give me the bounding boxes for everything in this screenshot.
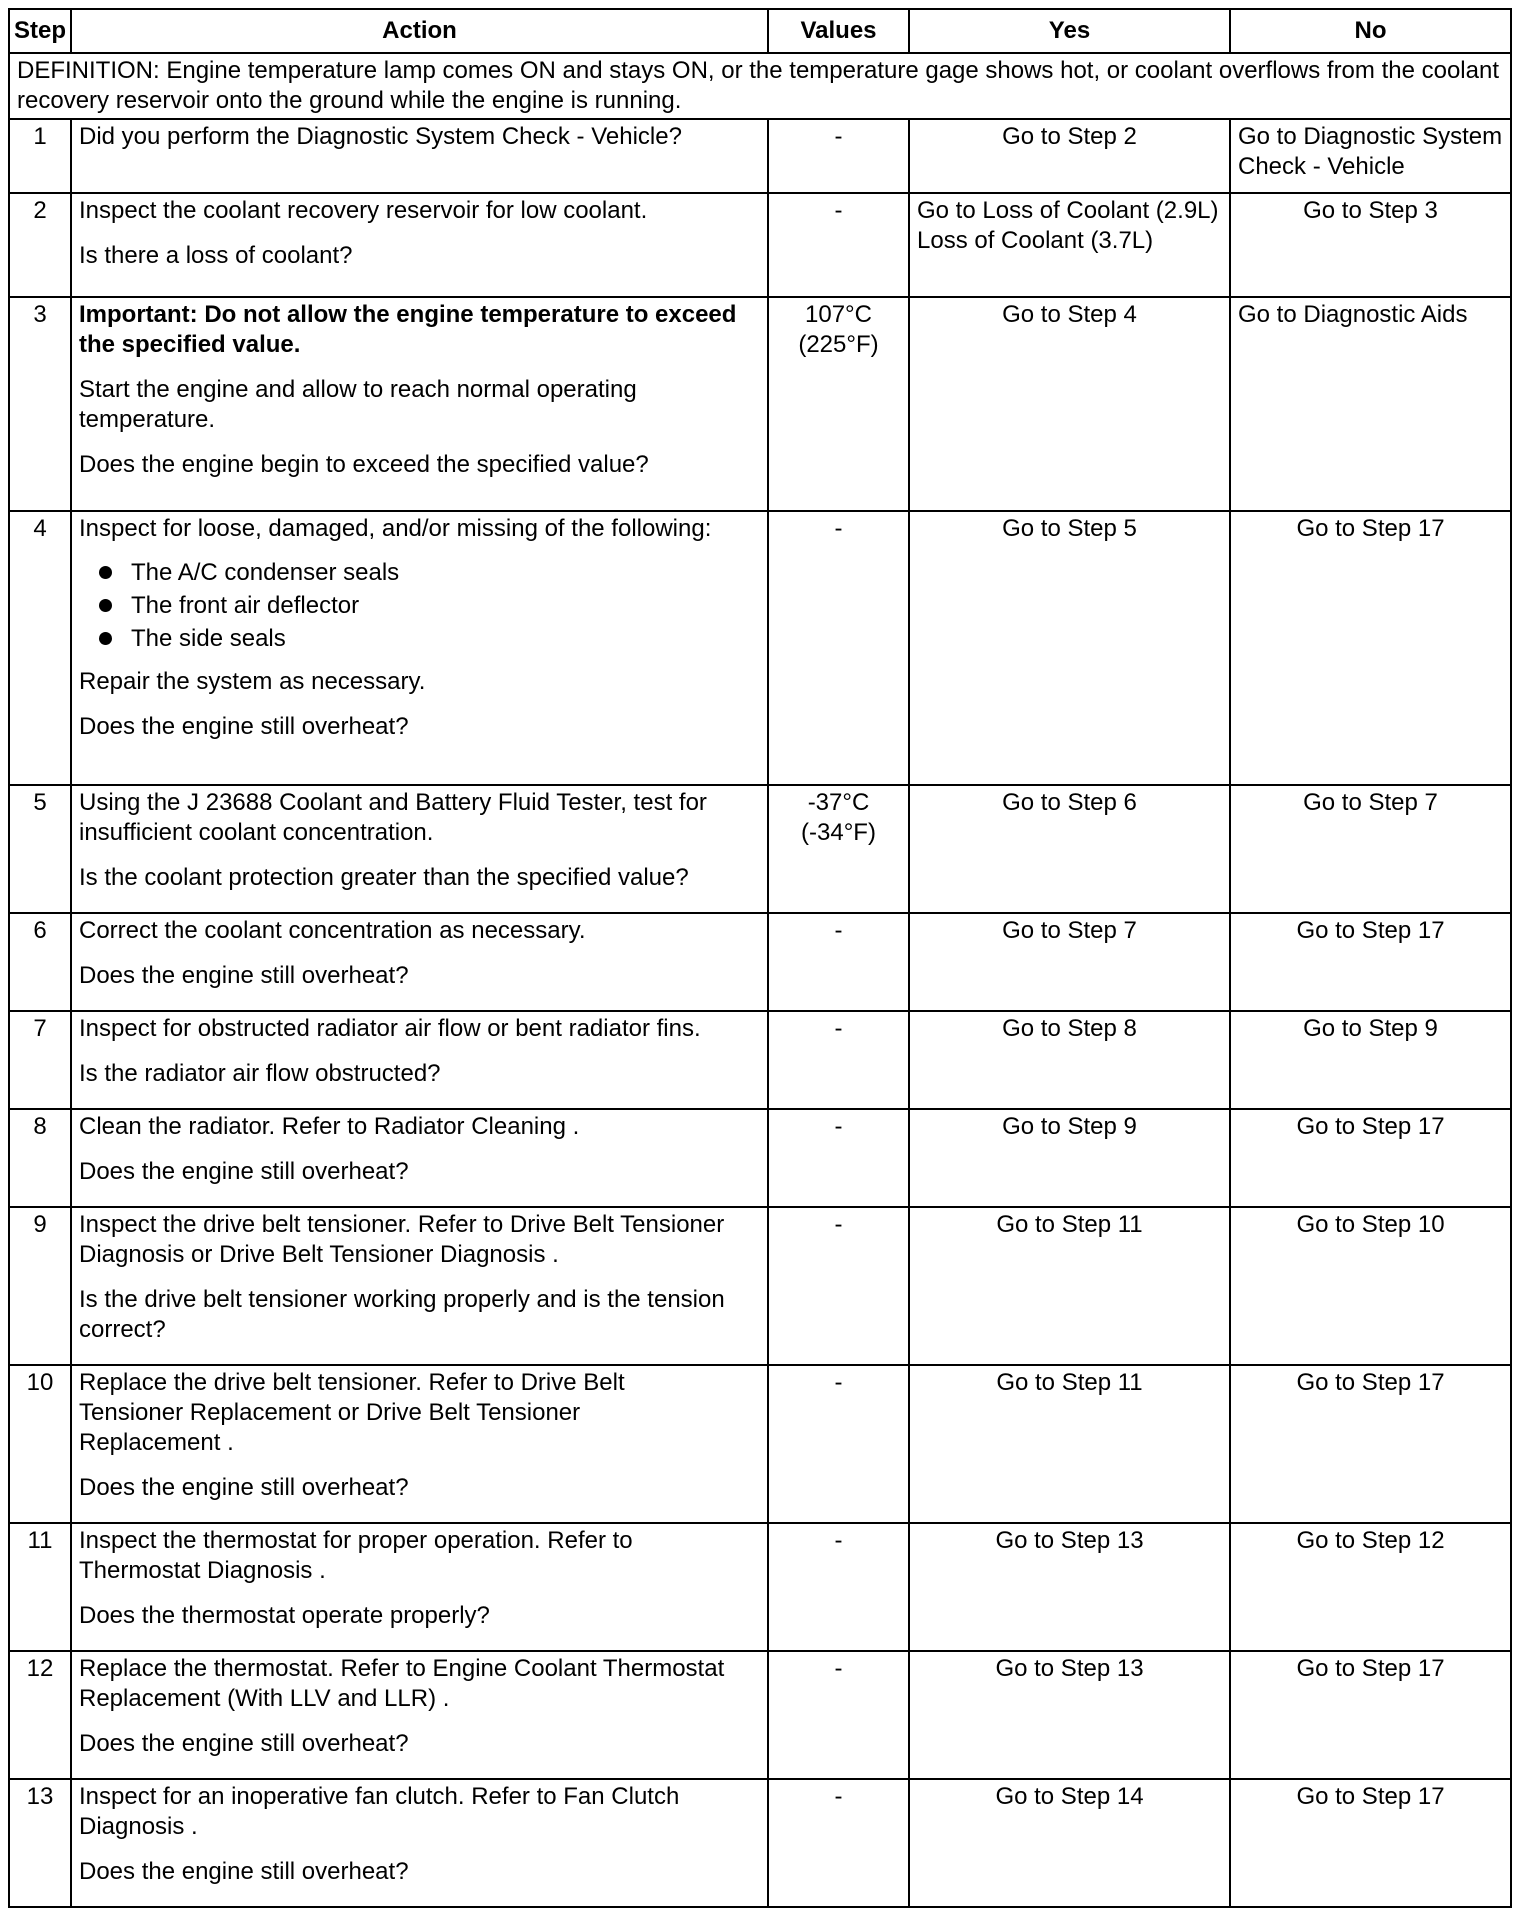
value-cell: - <box>768 1779 909 1907</box>
table-row <box>9 1779 1511 1907</box>
value-cell: - <box>768 1523 909 1651</box>
bullet-icon <box>99 566 112 579</box>
definition-row <box>9 53 1511 119</box>
action-cell <box>71 1011 768 1109</box>
no-cell: Go to Step 10 <box>1230 1207 1511 1365</box>
value-cell: 107°C (225°F) <box>768 297 909 511</box>
step-number: 5 <box>9 785 71 913</box>
yes-cell: Go to Step 11 <box>909 1207 1230 1365</box>
important-note: Important: Do not allow the engine temperature to exceed the specified value. <box>79 301 737 358</box>
yes-cell: Go to Loss of Coolant (2.9L) Loss of Coolant (3.7L) <box>909 193 1230 297</box>
yes-cell: Go to Step 4 <box>909 297 1230 511</box>
list-item: The front air deflector <box>99 589 760 622</box>
action-cell <box>71 119 768 193</box>
no-cell: Go to Diagnostic Aids <box>1230 297 1511 511</box>
header-yes: Yes <box>909 9 1230 53</box>
action-question: Is there a loss of coolant? <box>79 242 353 269</box>
header-step: Step <box>9 9 71 53</box>
no-cell: Go to Step 17 <box>1230 1779 1511 1907</box>
action-instruction: Inspect for an inoperative fan clutch. Refer to Fan Clutch Diagnosis . <box>79 1783 680 1840</box>
no-cell: Go to Step 17 <box>1230 913 1511 1011</box>
table-row <box>9 193 1511 297</box>
value-cell: - <box>768 1011 909 1109</box>
value-cell: - <box>768 1365 909 1523</box>
action-instruction: Inspect for loose, damaged, and/or missing of the following: <box>79 515 712 542</box>
yes-cell: Go to Step 14 <box>909 1779 1230 1907</box>
list-item: The A/C condenser seals <box>99 556 760 589</box>
no-cell: Go to Step 17 <box>1230 511 1511 785</box>
action-cell <box>71 785 768 913</box>
value-cell: - <box>768 1651 909 1779</box>
header-action: Action <box>71 9 768 53</box>
action-instruction: Inspect the thermostat for proper operation. Refer to Thermostat Diagnosis . <box>79 1527 633 1584</box>
no-cell: Go to Step 7 <box>1230 785 1511 913</box>
table-row <box>9 1207 1511 1365</box>
table-row <box>9 511 1511 785</box>
yes-cell: Go to Step 13 <box>909 1523 1230 1651</box>
action-question: Is the drive belt tensioner working properly and is the tension correct? <box>79 1286 725 1343</box>
value-cell: - <box>768 119 909 193</box>
step-number: 7 <box>9 1011 71 1109</box>
list-item: The side seals <box>99 622 760 655</box>
no-cell: Go to Step 17 <box>1230 1651 1511 1779</box>
no-cell: Go to Step 12 <box>1230 1523 1511 1651</box>
action-cell <box>71 1207 768 1365</box>
action-question: Did you perform the Diagnostic System Check - Vehicle? <box>79 123 682 150</box>
table-row <box>9 1011 1511 1109</box>
action-instruction: Repair the system as necessary. <box>79 668 426 695</box>
step-number: 4 <box>9 511 71 785</box>
table-row <box>9 1523 1511 1651</box>
action-cell <box>71 1365 768 1523</box>
header-row <box>9 9 1511 53</box>
table-row <box>9 1109 1511 1207</box>
yes-cell: Go to Step 5 <box>909 511 1230 785</box>
value-cell: - <box>768 1109 909 1207</box>
step-number: 12 <box>9 1651 71 1779</box>
no-cell: Go to Step 3 <box>1230 193 1511 297</box>
action-instruction: Clean the radiator. Refer to Radiator Cleaning . <box>79 1113 580 1140</box>
step-number: 10 <box>9 1365 71 1523</box>
yes-cell: Go to Step 13 <box>909 1651 1230 1779</box>
action-cell <box>71 1109 768 1207</box>
table-row <box>9 785 1511 913</box>
action-instruction: Inspect the coolant recovery reservoir for low coolant. <box>79 197 648 224</box>
action-instruction: Replace the thermostat. Refer to Engine Coolant Thermostat Replacement (With LLV and LLR) . <box>79 1655 725 1712</box>
step-number: 13 <box>9 1779 71 1907</box>
no-cell: Go to Step 9 <box>1230 1011 1511 1109</box>
value-cell: - <box>768 511 909 785</box>
action-question: Does the engine still overheat? <box>79 962 409 989</box>
header-values: Values <box>768 9 909 53</box>
action-question: Does the engine still overheat? <box>79 713 409 740</box>
value-cell: - <box>768 913 909 1011</box>
step-number: 11 <box>9 1523 71 1651</box>
step-number: 3 <box>9 297 71 511</box>
action-cell <box>71 1523 768 1651</box>
action-question: Is the radiator air flow obstructed? <box>79 1060 441 1087</box>
value-cell: - <box>768 193 909 297</box>
action-question: Does the engine still overheat? <box>79 1858 409 1885</box>
value-cell: -37°C (-34°F) <box>768 785 909 913</box>
yes-cell: Go to Step 11 <box>909 1365 1230 1523</box>
no-cell: Go to Step 17 <box>1230 1109 1511 1207</box>
action-question: Does the thermostat operate properly? <box>79 1602 490 1629</box>
step-number: 1 <box>9 119 71 193</box>
action-cell <box>71 511 768 785</box>
table-row <box>9 1651 1511 1779</box>
action-instruction: Inspect the drive belt tensioner. Refer to Drive Belt Tensioner Diagnosis or Drive Belt Tensioner Diagnosis . <box>79 1211 725 1268</box>
header-no: No <box>1230 9 1511 53</box>
yes-cell: Go to Step 8 <box>909 1011 1230 1109</box>
bullet-icon <box>99 599 112 612</box>
yes-cell: Go to Step 7 <box>909 913 1230 1011</box>
action-instruction: Replace the drive belt tensioner. Refer to Drive Belt Tensioner Replacement or Drive Belt Tensioner Replacement . <box>79 1369 625 1456</box>
definition-text: DEFINITION: Engine temperature lamp comes ON and stays ON, or the temperature gage shows hot, or coolant overflows from the coolant recovery reservoir onto the ground while the engine is running. <box>9 53 1511 119</box>
action-cell <box>71 1779 768 1907</box>
table-row <box>9 913 1511 1011</box>
bullet-list <box>79 556 760 655</box>
action-question: Does the engine begin to exceed the specified value? <box>79 451 649 478</box>
step-number: 9 <box>9 1207 71 1365</box>
action-question: Does the engine still overheat? <box>79 1474 409 1501</box>
step-number: 2 <box>9 193 71 297</box>
action-question: Does the engine still overheat? <box>79 1730 409 1757</box>
step-number: 6 <box>9 913 71 1011</box>
action-question: Is the coolant protection greater than the specified value? <box>79 864 689 891</box>
step-number: 8 <box>9 1109 71 1207</box>
table-row <box>9 119 1511 193</box>
table-row <box>9 297 1511 511</box>
yes-cell: Go to Step 2 <box>909 119 1230 193</box>
action-instruction: Correct the coolant concentration as necessary. <box>79 917 586 944</box>
action-instruction: Inspect for obstructed radiator air flow or bent radiator fins. <box>79 1015 701 1042</box>
action-instruction: Start the engine and allow to reach normal operating temperature. <box>79 376 637 433</box>
action-cell <box>71 193 768 297</box>
yes-cell: Go to Step 6 <box>909 785 1230 913</box>
yes-cell: Go to Step 9 <box>909 1109 1230 1207</box>
value-cell: - <box>768 1207 909 1365</box>
action-question: Does the engine still overheat? <box>79 1158 409 1185</box>
action-cell <box>71 1651 768 1779</box>
action-instruction: Using the J 23688 Coolant and Battery Fluid Tester, test for insufficient coolant concentration. <box>79 789 707 846</box>
action-cell <box>71 913 768 1011</box>
action-cell <box>71 297 768 511</box>
bullet-icon <box>99 632 112 645</box>
diagnostic-table <box>8 8 1512 1908</box>
table-row <box>9 1365 1511 1523</box>
no-cell: Go to Diagnostic System Check - Vehicle <box>1230 119 1511 193</box>
no-cell: Go to Step 17 <box>1230 1365 1511 1523</box>
